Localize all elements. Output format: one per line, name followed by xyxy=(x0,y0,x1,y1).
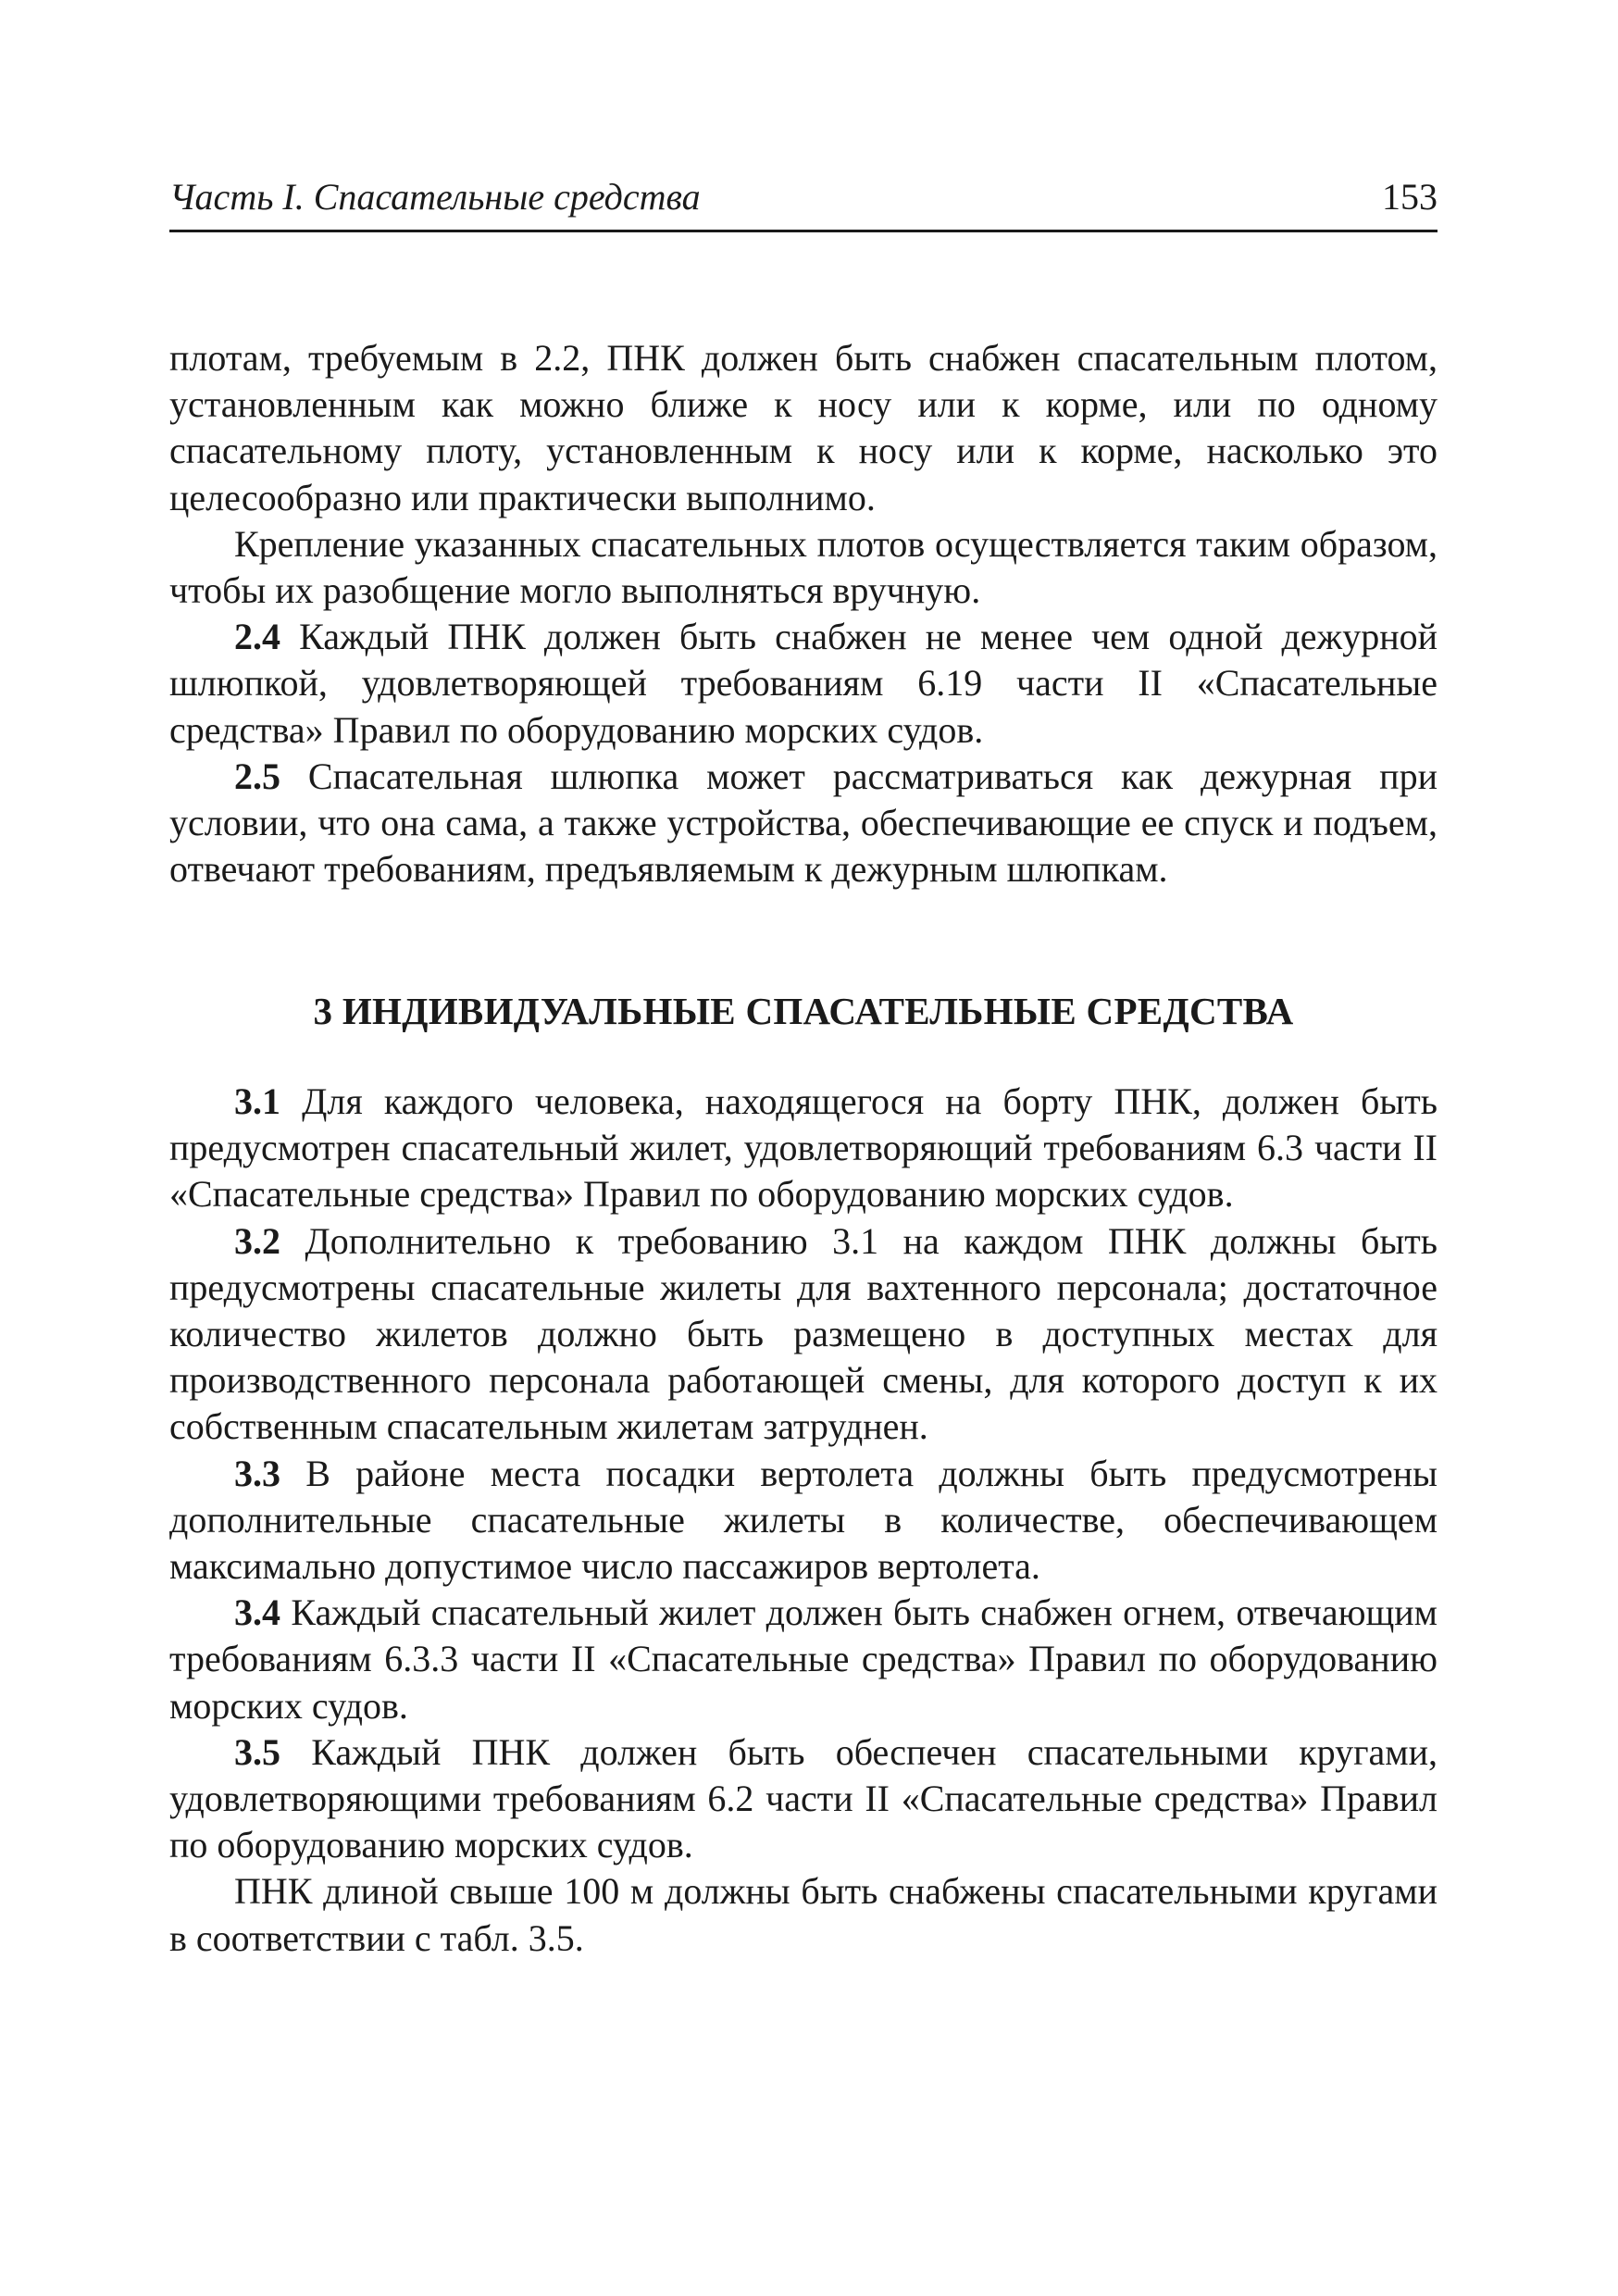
paragraph-text: ПНК длиной свыше 100 м должны быть снабжены спасательными кругами в соответствии с табл. 3.5. xyxy=(169,1870,1438,1959)
paragraph-3-1 xyxy=(169,1079,1438,1218)
paragraph-text: Каждый ПНК должен быть снабжен не менее чем одной дежурной шлюпкой, удовлетворяющей требованиям 6.19 части II «Спасательные средства» Правил по оборудованию морских судов. xyxy=(169,616,1438,751)
clause-number: 3.2 xyxy=(234,1219,280,1262)
paragraph-3-4 xyxy=(169,1590,1438,1729)
paragraph-text: Каждый ПНК должен быть обеспечен спасательными кругами, удовлетворяющими требованиям 6.2 части II «Спасательные средства» Правил по оборудованию морских судов. xyxy=(169,1730,1438,1866)
paragraph-3-2 xyxy=(169,1218,1438,1451)
text-block-section-3 xyxy=(169,1079,1438,1962)
clause-number: 3.1 xyxy=(234,1080,280,1122)
section-heading: 3 ИНДИВИДУАЛЬНЫЕ СПАСАТЕЛЬНЫЕ СРЕДСТВА xyxy=(313,990,1294,1032)
text-block-section-2 xyxy=(169,335,1438,892)
paragraph-3-5 xyxy=(169,1729,1438,1869)
clause-number: 3.3 xyxy=(234,1452,280,1494)
clause-number: 2.4 xyxy=(234,616,280,658)
paragraph-2-4 xyxy=(169,614,1438,754)
paragraph xyxy=(169,1868,1438,1961)
paragraph-text: Дополнительно к требованию 3.1 на каждом ПНК должны быть предусмотрены спасательные жилеты для вахтенного персонала; достаточное количество жилетов должно быть размещено в доступных местах для производственного персонала работающей смены, для которого доступ к их собственным спасательным жилетам затруднен. xyxy=(169,1219,1438,1448)
clause-number: 2.5 xyxy=(234,755,280,797)
paragraph-3-3 xyxy=(169,1451,1438,1591)
header-title: Часть I. Спасательные средства xyxy=(169,176,701,218)
paragraph-text: Для каждого человека, находящегося на борту ПНК, должен быть предусмотрен спасательный жилет, удовлетворяющий требованиям 6.3 части II «Спасательные средства» Правил по оборудованию морских судов. xyxy=(169,1080,1438,1216)
paragraph-continuation xyxy=(169,335,1438,521)
paragraph-text: плотам, требуемым в 2.2, ПНК должен быть снабжен спасательным плотом, установленным как можно ближе к носу или к корме, или по одному спасательному плоту, установленным к носу или к корме, насколько это целесообразно или практически выполнимо. xyxy=(169,337,1438,518)
running-header xyxy=(169,174,1438,232)
paragraph-text: Крепление указанных спасательных плотов осуществляется таким образом, чтобы их разобщение могло выполняться вручную. xyxy=(169,522,1438,612)
page-number: 153 xyxy=(1382,176,1438,218)
paragraph-text: Спасательная шлюпка может рассматриваться как дежурная при условии, что она сама, а также устройства, обеспечивающие ее спуск и подъем, отвечают требованиям, предъявляемым к дежурным шлюпкам. xyxy=(169,755,1438,891)
paragraph-text: Каждый спасательный жилет должен быть снабжен огнем, отвечающим требованиям 6.3.3 части II «Спасательные средства» Правил по оборудованию морских судов. xyxy=(169,1591,1438,1727)
clause-number: 3.4 xyxy=(234,1591,280,1634)
paragraph-2-5 xyxy=(169,754,1438,893)
paragraph-text: В районе места посадки вертолета должны быть предусмотрены дополнительные спасательные жилеты в количестве, обеспечивающем максимально допустимое число пассажиров вертолета. xyxy=(169,1452,1438,1588)
paragraph xyxy=(169,521,1438,614)
clause-number: 3.5 xyxy=(234,1730,280,1773)
